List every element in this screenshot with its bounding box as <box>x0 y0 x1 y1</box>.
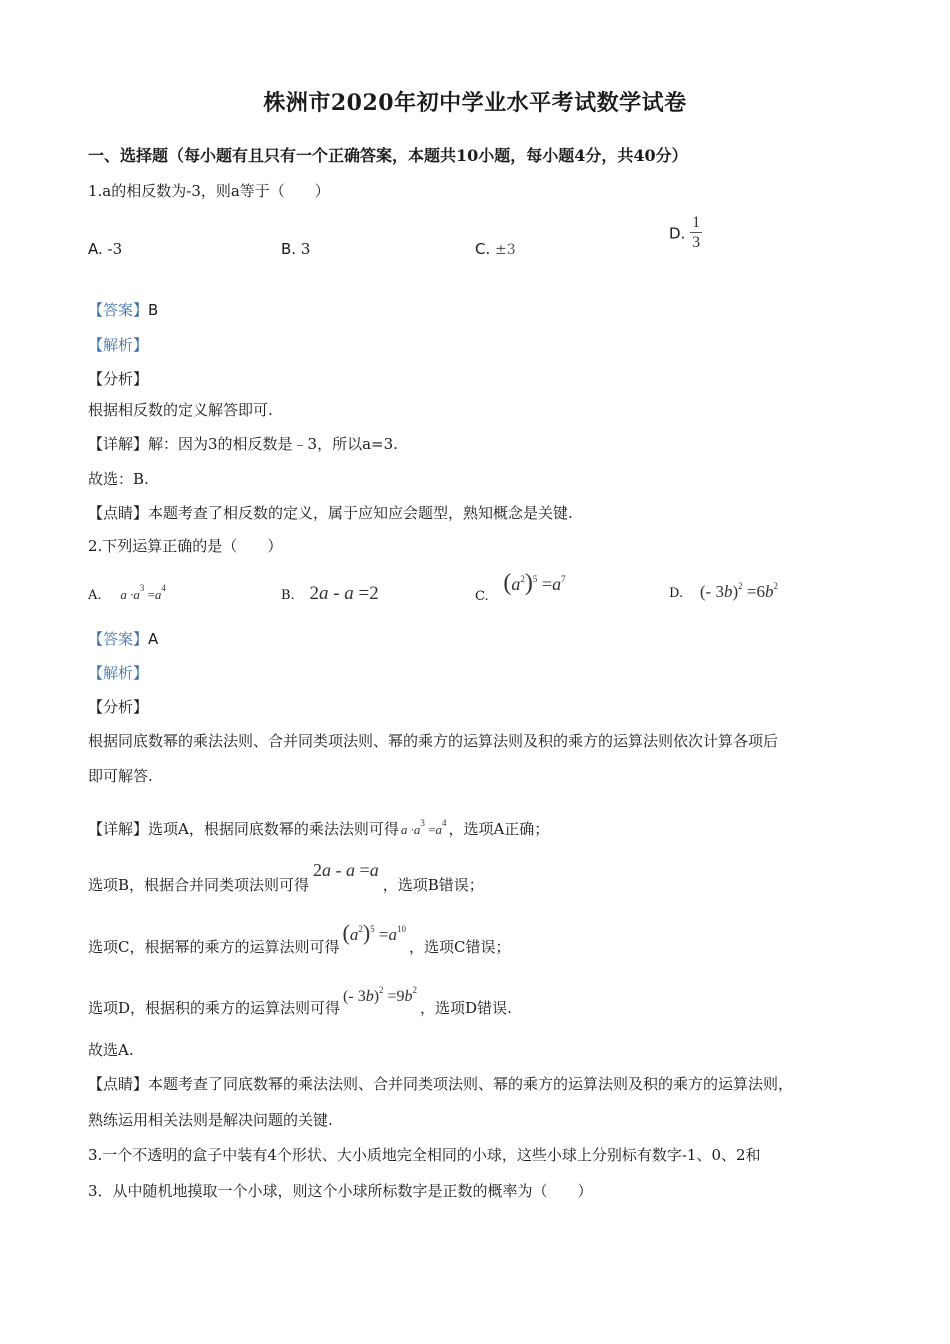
question-2-detail-a <box>88 812 549 841</box>
formula-neg3b-squared-result: (- $3b)^2 =9b^2$ <box>343 985 418 1005</box>
formula-neg3b-squared: (- $3b)^2 =6b^2$ <box>699 581 778 601</box>
question-1-conclusion: 故选：B. <box>88 470 149 488</box>
option-label: B. <box>281 588 295 603</box>
question-2-conclusion: 故选A. <box>88 1041 134 1059</box>
question-3-stem-line-1: 3.一个不透明的盒子中装有4个形状、大小质地完全相同的小球，这些小球上分别标有数字-1、0、2和 <box>88 1146 761 1164</box>
question-2-fenxi-line-1: 根据同底数幂的乘法法则、合并同类项法则、幂的乘方的运算法则及积的乘方的运算法则依次计算各项后 <box>88 732 779 750</box>
formula-a-times-a3: $a \cdot a^3 =a^4$ <box>120 583 166 602</box>
question-2-fenxi-tag: 【分析】 <box>88 698 149 716</box>
answer-tag: 【答案】 <box>88 630 149 648</box>
question-2-option-c <box>475 570 566 604</box>
question-2-option-d <box>669 581 778 602</box>
option-label: B. <box>281 240 297 258</box>
option-value: 3 <box>300 240 311 258</box>
option-label: C. <box>475 589 489 604</box>
page-title: 株洲市2020年初中学业水平考试数学试卷 <box>263 90 687 116</box>
detail-text: ，选项B错误； <box>382 876 484 894</box>
question-1-fenxi-text: 根据相反数的定义解答即可. <box>88 401 273 419</box>
option-value: ±3 <box>495 242 516 258</box>
question-1-option-c <box>475 240 516 258</box>
question-1-answer <box>88 299 158 320</box>
formula-a2-power-5-result: $(a^2)^5 =a^{10}$ <box>342 920 406 945</box>
question-2-fenxi-line-2: 即可解答. <box>88 767 153 785</box>
option-label: D. <box>669 586 684 601</box>
question-2-detail-c <box>88 918 510 958</box>
question-2-option-a <box>88 583 166 603</box>
question-1-detail: 【详解】解：因为3的相反数是﹣3，所以a=3. <box>88 435 398 453</box>
question-1-jiexi-tag: 【解析】 <box>88 336 149 354</box>
question-1-stem: 1.a的相反数为-3，则a等于（ ） <box>88 182 330 200</box>
answer-tag: 【答案】 <box>88 301 149 319</box>
question-2-option-b <box>281 583 379 605</box>
formula-2a-minus-a-result: 2a - a =a <box>313 860 379 880</box>
question-1-option-a <box>88 240 122 258</box>
detail-text: ，选项C错误； <box>408 938 511 956</box>
detail-text: 【详解】选项A，根据同底数幂的乘法法则可得 <box>88 820 399 838</box>
option-value: -3 <box>107 240 123 258</box>
answer-value: B <box>148 301 159 319</box>
formula-2a-minus-a: 2a - a =2 <box>309 583 379 604</box>
question-1-option-b <box>281 240 310 258</box>
detail-text: ，选项A正确； <box>448 820 550 838</box>
detail-text: 选项B，根据合并同类项法则可得 <box>88 876 310 894</box>
detail-text: ，选项D错误. <box>420 999 512 1017</box>
question-2-detail-d <box>88 979 512 1019</box>
section-heading-choice: 一、选择题（每小题有且只有一个正确答案，本题共10小题，每小题4分，共40分） <box>88 146 688 165</box>
detail-text: 选项C，根据幂的乘方的运算法则可得 <box>88 938 340 956</box>
question-1-option-d <box>669 214 702 253</box>
answer-value: A <box>148 630 159 648</box>
question-3-stem-line-2: 3．从中随机地摸取一个小球，则这个小球所标数字是正数的概率为（ ） <box>88 1182 593 1200</box>
detail-text: 选项D，根据积的乘方的运算法则可得 <box>88 999 341 1017</box>
fraction-one-third <box>690 214 702 253</box>
option-label: C. <box>475 240 491 258</box>
question-2-dianjing-line-1: 【点睛】本题考查了同底数幂的乘法法则、合并同类项法则、幂的乘方的运算法则及积的乘方的运算法则， <box>88 1075 794 1093</box>
formula-a2-power-5: $(a^2)^5 =a^7$ <box>503 570 566 596</box>
question-2-dianjing-line-2: 熟练运用相关法则是解决问题的关键. <box>88 1111 333 1129</box>
question-2-detail-b <box>88 859 484 896</box>
option-label: A. <box>88 240 103 258</box>
formula-a-times-a3-result: $a \cdot a^3 =a^4$ <box>400 818 447 837</box>
question-1-fenxi-tag: 【分析】 <box>88 370 149 388</box>
fraction-numerator: 1 <box>692 214 701 231</box>
question-2-answer <box>88 628 158 649</box>
option-label: A. <box>88 588 102 603</box>
question-1-dianjing: 【点睛】本题考查了相反数的定义，属于应知应会题型，熟知概念是关键. <box>88 504 573 522</box>
fraction-denominator: 3 <box>692 234 701 251</box>
question-2-jiexi-tag: 【解析】 <box>88 664 149 682</box>
question-2-stem: 2.下列运算正确的是（ ） <box>88 537 283 555</box>
option-label: D. <box>669 224 686 243</box>
